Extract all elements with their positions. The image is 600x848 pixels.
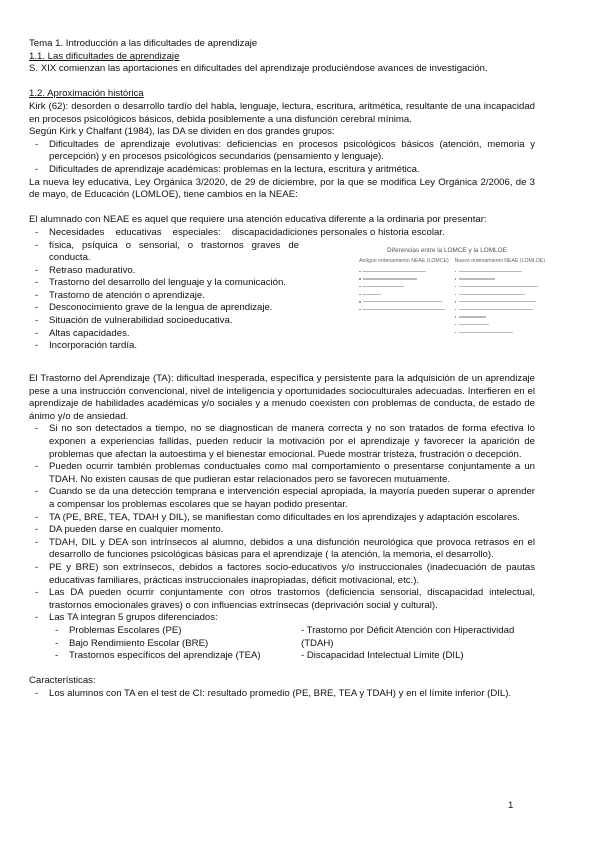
list-item: - TA (PE, BRE, TEA, TDAH y DIL), se manifiestan como dificultades en los aprendizajes y adaptación escolares. (29, 512, 535, 525)
list-item: - Discapacidad Intelectual Límite (DIL) (301, 650, 464, 662)
list-item: - Pueden ocurrir también problemas conductuales como mal comportamiento o presentarse conjuntamente a un TDAH. No existen causas de que pudieran estar relacionados pero se favorecen mutuamente. (29, 461, 535, 486)
characteristics-heading: Características: (29, 675, 96, 687)
list-item: - TDAH, DIL y DEA son intrínsecos al alumno, debidos a una disfunción neurológica que provoca retrasos en el desarrollo de funciones psicológicas básicas para el aprendizaje ( la atención, la memoria, el desarrollo). (29, 537, 535, 562)
list-item: - Trastornos específicos del aprendizaje (TEA) (49, 650, 301, 663)
list-item: - Si no son detectados a tiempo, no se diagnostican de manera correcta y no son tratados de forma efectiva lo exponen a experiencias fallidas, pueden reducir la motivación por el aprendizaje y favorecer la aparición de problemas que afectan la autoestima y el bienestar emocional. Puede mostrar tristeza, frustración o decepción. (29, 423, 535, 461)
list-item: - Problemas Escolares (PE) (49, 625, 301, 638)
list-item: - Dificultades de aprendizaje evolutivas: deficiencias en procesos psicológicos básicos (atención, memoria y percepción) y en procesos psicológicos secundarios (pensamiento y lenguaje). (29, 139, 535, 164)
list-item: - Las DA pueden ocurrir conjuntamente con otros trastornos (deficiencia sensorial, discapacidad intelectual, trastornos emocionales graves) o con influencias extrínsecas (deprivación social y cultural). (29, 587, 535, 612)
section-heading-1-2: 1.2. Aproximación histórica (29, 88, 144, 100)
list-item: - Trastorno por Déficit Atención con Hiperactividad (TDAH) (301, 624, 515, 649)
section-1-1-text: S. XIX comienzan las aportaciones en dificultades del aprendizaje produciéndose avances de investigación. (29, 63, 488, 75)
list-item: - Trastorno de atención o aprendizaje. (29, 290, 535, 303)
ta-points-list (29, 423, 535, 625)
ta-groups (29, 625, 535, 663)
list-item: - Situación de vulnerabilidad socioeducativa. (29, 315, 535, 328)
list-item: - Bajo Rendimiento Escolar (BRE) (49, 638, 301, 651)
list-item: - Los alumnos con TA en el test de CI: resultado promedio (PE, BRE, TEA y TDAH) y en el límite inferior (DIL). (29, 688, 535, 701)
list-item: - Trastorno del desarrollo del lenguaje y la comunicación. (29, 277, 535, 290)
characteristics-list (29, 688, 535, 701)
figure-column-heading: Antiguo ordenamiento NEAE (LOMCE) (359, 257, 449, 264)
list-item: - Incorporación tardía. (29, 340, 535, 353)
list-item: - Desconocimiento grave de la lengua de aprendizaje. (29, 302, 535, 315)
list-item-continuation (29, 240, 299, 265)
page-number: 1 (508, 800, 514, 811)
lomloe-paragraph: La nueva ley educativa, Ley Orgánica 3/2020, de 29 de diciembre, por la que se modifica Ley Orgánica 2/2006, de 3 de mayo, de Educación (LOMLOE), tiene cambios en la NEAE: (29, 176, 535, 201)
list-item: - Altas capacidades. (29, 328, 535, 341)
document-page (29, 38, 545, 701)
document-title: Tema 1. Introducción a las dificultades de aprendizaje (29, 38, 258, 49)
list-item: - Las TA integran 5 grupos diferenciados: (29, 612, 535, 625)
list-item: - DA pueden darse en cualquier momento. (29, 524, 535, 537)
figure-column-heading: Nuevo ordenamiento NEAE (LOMLOE) (454, 257, 545, 264)
list-item: - Retraso madurativo. (29, 265, 535, 278)
list-item: - Dificultades de aprendizaje académicas: problemas en la lectura, escritura y aritmética. (29, 164, 535, 177)
figure-title: Diferencias entre la LOMCE y la LOMLOE (387, 246, 507, 254)
neae-first-label: Necesidades educativas especiales: discapacidad (49, 226, 288, 238)
neae-first-tail: iciones personales o historia escolar. (287, 226, 445, 238)
list-item: - PE y BRE) son extrínsecos, debidos a factores socio-educativos y/o instruccionales (inadecuación de pautas educativas familiares, prácticas instruccionales inapropiadas, déficit motivacional, etc.). (29, 562, 535, 587)
neae-list (29, 227, 535, 240)
ta-groups-left (49, 625, 301, 663)
kirk-definition: Kirk (62): desorden o desarrollo tardío del habla, lenguaje, lectura, escritura, aritmética, resultante de una incapacidad en procesos psicológicos básicos, debida posiblemente a una disfunción cerebral mínima. (29, 100, 535, 125)
kirk-chalfant-intro: Según Kirk y Chalfant (1984), las DA se dividen en dos grandes grupos: (29, 126, 335, 138)
da-groups-list (29, 139, 535, 177)
neae-first-continuation: física, psíquica o sensorial, o trastornos graves de conducta. (49, 239, 299, 264)
ta-definition: El Trastorno del Aprendizaje (TA): dificultad inesperada, específica y persistente para la adquisición de un aprendizaje pese a una instrucción convencional, nivel de inteligencia y oportunidades socioculturales adecuadas. Interfieren en el aprendizaje de habilidades académicas y/o sociales y a menudo coexisten con problemas de conducta, de estado de ánimo y/o de ansiedad. (29, 373, 535, 422)
neae-intro: El alumnado con NEAE es aquel que requiere una atención educativa diferente a la ordinaria por presentar: (29, 214, 487, 226)
ta-groups-right (301, 625, 535, 663)
section-heading-1-1: 1.1. Las dificultades de aprendizaje (29, 50, 180, 62)
list-item: - Cuando se da una detección temprana e intervención especial apropiada, la mayoría pueden superar o aprender a compensar los problemas escolares que se hayan podido presentar. (29, 486, 535, 511)
list-item (29, 227, 535, 240)
